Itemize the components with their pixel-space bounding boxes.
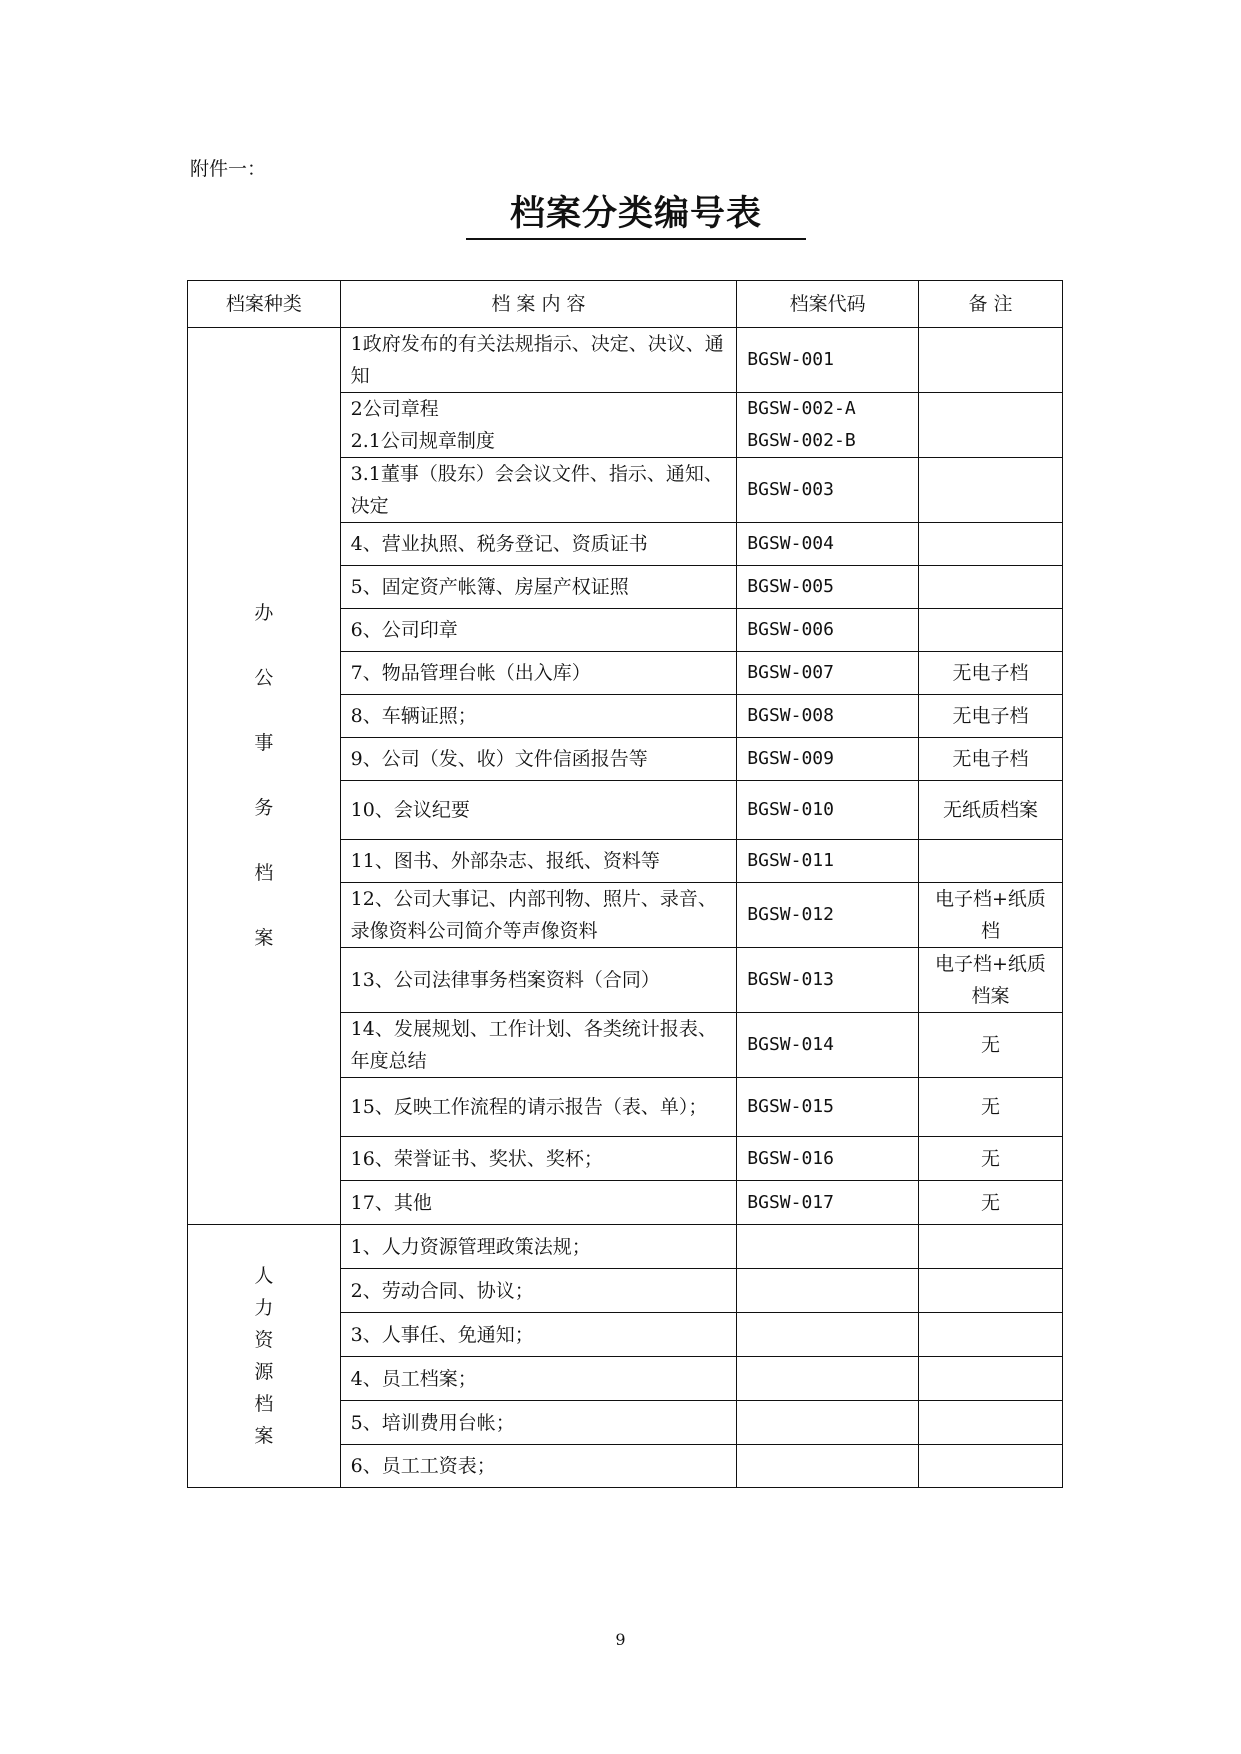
code-cell: BGSW-004 [737,523,919,566]
category-char: 案 [254,927,274,949]
content-cell: 16、荣誉证书、奖状、奖杯； [340,1137,737,1181]
category-char: 案 [254,1425,274,1447]
code-cell: BGSW-013 [737,948,919,1013]
attachment-label: 附件一： [190,158,267,180]
content-cell: 11、图书、外部杂志、报纸、资料等 [340,840,737,883]
code-cell: BGSW-009 [737,738,919,781]
page-number: 9 [615,1630,626,1649]
content-cell: 2、劳动合同、协议； [340,1269,737,1313]
content-cell: 1政府发布的有关法规指示、决定、决议、通知 [340,328,737,393]
code-cell [737,1225,919,1269]
category-char: 务 [254,797,274,819]
code-cell: BGSW-001 [737,328,919,393]
code-cell [737,1313,919,1357]
code-cell [737,1269,919,1313]
content-cell: 4、营业执照、税务登记、资质证书 [340,523,737,566]
table-row [188,328,1063,393]
note-cell [918,840,1062,883]
content-cell: 4、员工档案； [340,1357,737,1401]
title-underline [466,190,806,240]
code-cell: BGSW-016 [737,1137,919,1181]
note-cell: 电子档+纸质档案 [918,948,1062,1013]
category-char: 事 [254,732,274,754]
content-cell: 7、物品管理台帐（出入库） [340,652,737,695]
note-cell: 无 [918,1181,1062,1225]
code-cell: BGSW-003 [737,458,919,523]
note-cell [918,609,1062,652]
content-cell: 3、人事任、免通知； [340,1313,737,1357]
category-cell [188,328,341,1225]
code-cell: BGSW-014 [737,1013,919,1078]
page-title: 档案分类编号表 [509,194,762,234]
note-cell [918,393,1062,458]
note-cell [918,458,1062,523]
note-cell [918,1357,1062,1401]
note-cell [918,1445,1062,1488]
table-row [188,1225,1063,1269]
note-cell: 无纸质档案 [918,781,1062,840]
note-cell: 无电子档 [918,652,1062,695]
code-cell [737,1445,919,1488]
code-cell: BGSW-011 [737,840,919,883]
category-char: 人 [254,1265,274,1287]
code-cell: BGSW-005 [737,566,919,609]
office-section [188,328,1063,1225]
category-char: 档 [254,862,274,884]
category-char: 力 [254,1297,274,1319]
note-cell: 无 [918,1078,1062,1137]
note-cell [918,1225,1062,1269]
code-cell: BGSW-008 [737,695,919,738]
content-cell: 14、发展规划、工作计划、各类统计报表、年度总结 [340,1013,737,1078]
note-cell [918,1313,1062,1357]
note-cell: 无 [918,1137,1062,1181]
content-cell: 17、其他 [340,1181,737,1225]
note-cell [918,566,1062,609]
category-char: 资 [254,1329,274,1351]
archive-classification-table [187,280,1063,1488]
category-char: 档 [254,1393,274,1415]
note-cell: 无 [918,1013,1062,1078]
note-cell [918,1401,1062,1445]
code-cell: BGSW-012 [737,883,919,948]
note-cell [918,328,1062,393]
category-cell [188,1225,341,1488]
header-note: 备 注 [918,281,1062,328]
note-cell [918,523,1062,566]
content-cell: 5、培训费用台帐； [340,1401,737,1445]
code-cell: BGSW-010 [737,781,919,840]
header-category: 档案种类 [188,281,341,328]
note-cell: 无电子档 [918,695,1062,738]
content-cell: 10、会议纪要 [340,781,737,840]
header-content: 档 案 内 容 [340,281,737,328]
hr-section [188,1225,1063,1488]
category-char: 公 [254,667,274,689]
content-cell: 13、公司法律事务档案资料（合同） [340,948,737,1013]
code-cell: BGSW-007 [737,652,919,695]
content-cell: 6、员工工资表； [340,1445,737,1488]
code-cell: BGSW-006 [737,609,919,652]
content-cell: 5、固定资产帐簿、房屋产权证照 [340,566,737,609]
content-cell: 15、反映工作流程的请示报告（表、单）； [340,1078,737,1137]
note-cell [918,1269,1062,1313]
category-char: 办 [254,602,274,624]
content-cell: 1、人力资源管理政策法规； [340,1225,737,1269]
code-cell [737,1357,919,1401]
table-header-row [188,281,1063,328]
note-cell: 无电子档 [918,738,1062,781]
content-cell: 6、公司印章 [340,609,737,652]
note-cell: 电子档+纸质档 [918,883,1062,948]
header-code: 档案代码 [737,281,919,328]
category-char: 源 [254,1361,274,1383]
code-cell: BGSW-002-A BGSW-002-B [737,393,919,458]
content-cell: 2公司章程 2.1公司规章制度 [340,393,737,458]
content-cell: 3.1董事（股东）会会议文件、指示、通知、决定 [340,458,737,523]
content-cell: 9、公司（发、收）文件信函报告等 [340,738,737,781]
code-cell [737,1401,919,1445]
content-cell: 8、车辆证照； [340,695,737,738]
code-cell: BGSW-015 [737,1078,919,1137]
content-cell: 12、公司大事记、内部刊物、照片、录音、录像资料公司简介等声像资料 [340,883,737,948]
code-cell: BGSW-017 [737,1181,919,1225]
